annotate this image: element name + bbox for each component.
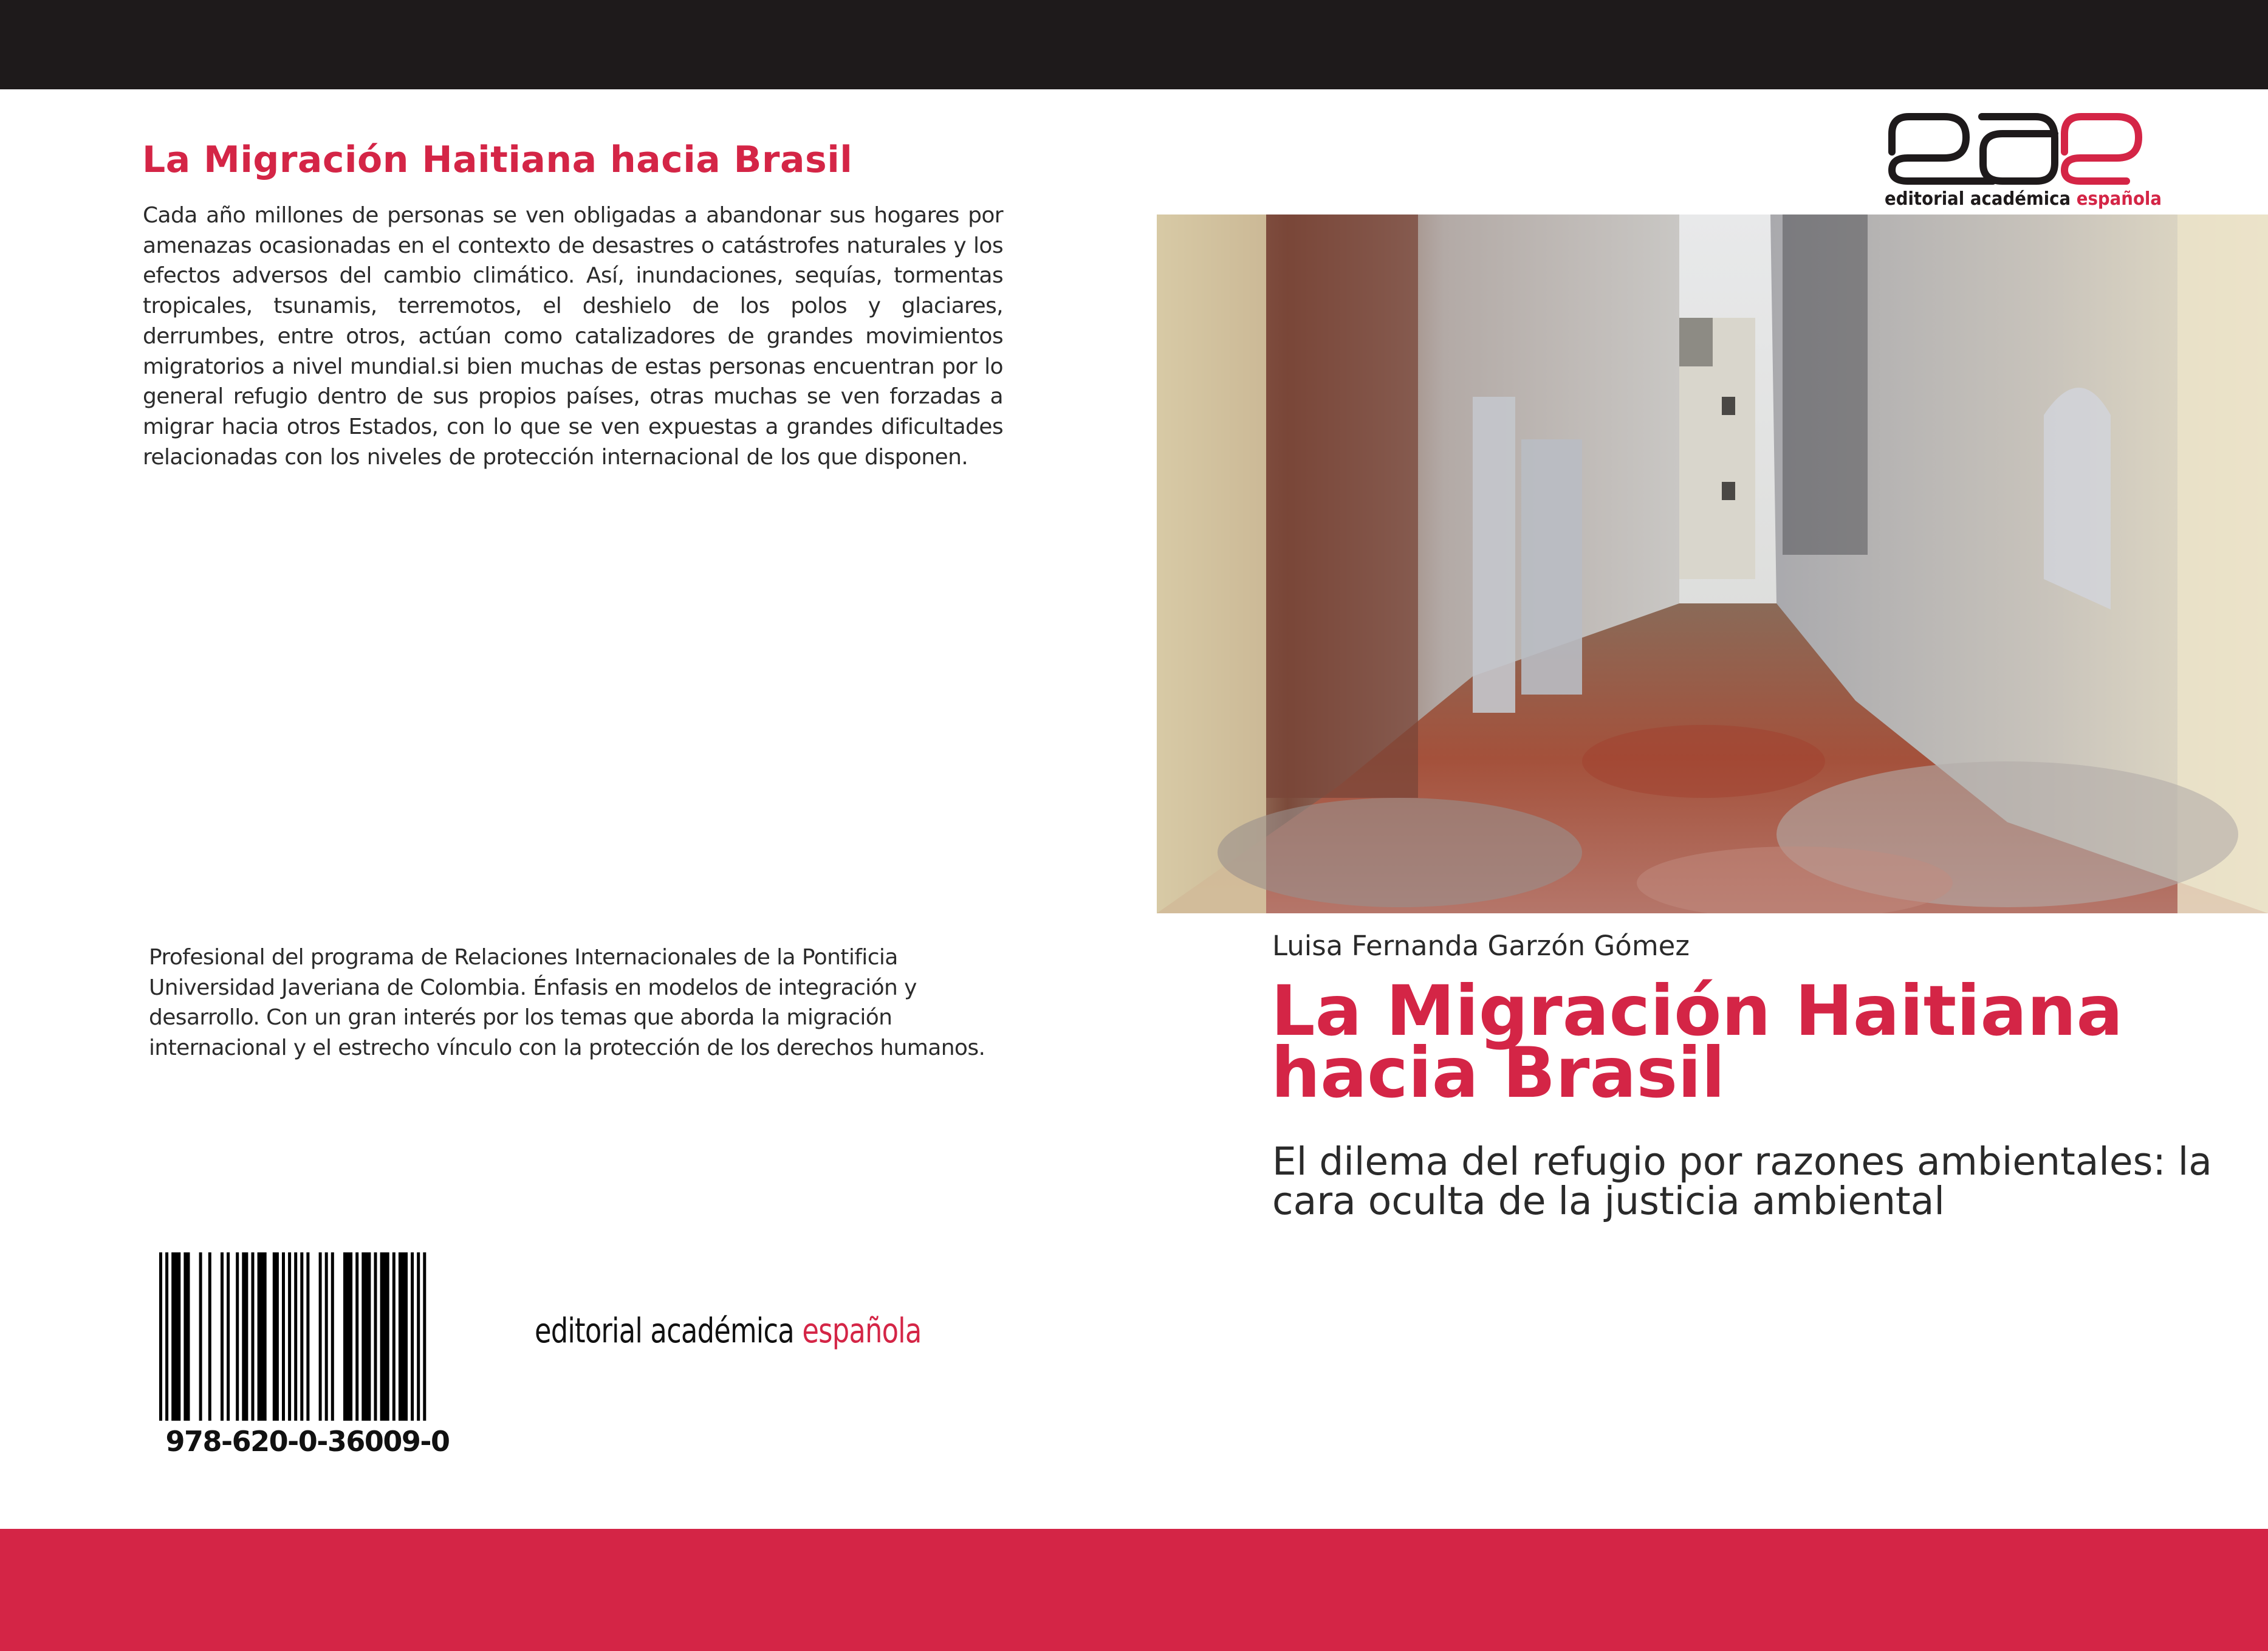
bottom-band xyxy=(0,1529,2268,1651)
barcode-bar xyxy=(294,1252,297,1421)
back-cover-title: La Migración Haitiana hacia Brasil xyxy=(142,139,853,181)
author-bio: Profesional del programa de Relaciones Internacionales de la Pontificia Universidad Javeriana de Colombia. Énfasis en modelos de integración y desarrollo. Con un gran interés por los temas que aborda la migración internacional y el estrecho vínculo con la protección de los derechos humanos. xyxy=(149,945,985,1060)
logo-text-accent: española xyxy=(2076,188,2162,210)
back-cover-blurb: Cada año millones de personas se ven obligadas a abandonar sus hogares por amenazas ocasionadas en el contexto de desastres o catástrofes naturales y los efectos adversos del cambio climático. Así, inundaciones, sequías, tormentas tropicales, tsunamis, terremotos, el deshielo de los polos y glaciares, derrumbes, entre otros, actúan como catalizadores de grandes movimientos migratorios a nivel mundial.si bien muchas de estas personas encuentran por lo general refugio dentro de sus propios países, otras muchas se ven forzadas a migrar hacia otros Estados, con lo que se ven expuestas a grandes dificultades relacionadas con los niveles de protección internacional de los que disponen. xyxy=(143,203,1003,470)
publisher-logo-icon xyxy=(1883,109,2145,188)
publisher-imprint xyxy=(535,1311,921,1351)
barcode-bar xyxy=(423,1252,426,1421)
barcode-bar xyxy=(399,1252,408,1421)
barcode-bar xyxy=(325,1252,328,1421)
barcode-bar xyxy=(380,1252,389,1421)
barcode-bar xyxy=(242,1252,248,1421)
barcode-bar xyxy=(183,1252,190,1421)
barcode-bar xyxy=(361,1252,371,1421)
front-cover-subtitle: El dilema del refugio por razones ambientales: la cara oculta de la justicia ambiental xyxy=(1272,1139,2212,1223)
barcode-bar xyxy=(355,1252,358,1421)
barcode-bar xyxy=(306,1252,309,1421)
barcode-icon xyxy=(159,1252,457,1421)
logo-wordmark xyxy=(1885,188,2162,210)
barcode-bar xyxy=(300,1252,303,1421)
barcode-bar xyxy=(252,1252,255,1421)
title-line-1: La Migración Haitiana xyxy=(1271,970,2123,1051)
barcode-bar xyxy=(282,1252,285,1421)
barcode-bar xyxy=(319,1252,322,1421)
top-band xyxy=(0,0,2268,89)
barcode-bar xyxy=(236,1252,239,1421)
barcode-bar xyxy=(199,1252,202,1421)
barcode-bar xyxy=(374,1252,377,1421)
imprint-accent: española xyxy=(802,1311,922,1351)
logo-text-main: editorial académica xyxy=(1885,188,2071,210)
barcode-bar xyxy=(288,1252,291,1421)
ruined-alley-image xyxy=(1157,215,2268,913)
front-cover-title xyxy=(1271,970,2243,1113)
barcode-bar xyxy=(165,1252,168,1421)
barcode-bar xyxy=(417,1252,420,1421)
barcode-bar xyxy=(221,1252,224,1421)
barcode-bar xyxy=(171,1252,180,1421)
barcode-bar xyxy=(159,1252,162,1421)
cover-photo xyxy=(1157,215,2268,913)
isbn-number: 978-620-0-36009-0 xyxy=(165,1425,450,1458)
imprint-name: editorial académica xyxy=(535,1311,794,1351)
barcode-bar xyxy=(208,1252,211,1421)
barcode-bar xyxy=(392,1252,396,1421)
barcode-bar xyxy=(331,1252,334,1421)
title-line-2: hacia Brasil xyxy=(1271,1032,1725,1113)
author-name: Luisa Fernanda Garzón Gómez xyxy=(1272,930,1690,962)
barcode-bar xyxy=(258,1252,267,1421)
barcode-bar xyxy=(273,1252,279,1421)
barcode-bar xyxy=(343,1252,352,1421)
barcode-bar xyxy=(227,1252,230,1421)
publisher-logo xyxy=(1883,109,2162,216)
barcode-bar xyxy=(411,1252,414,1421)
